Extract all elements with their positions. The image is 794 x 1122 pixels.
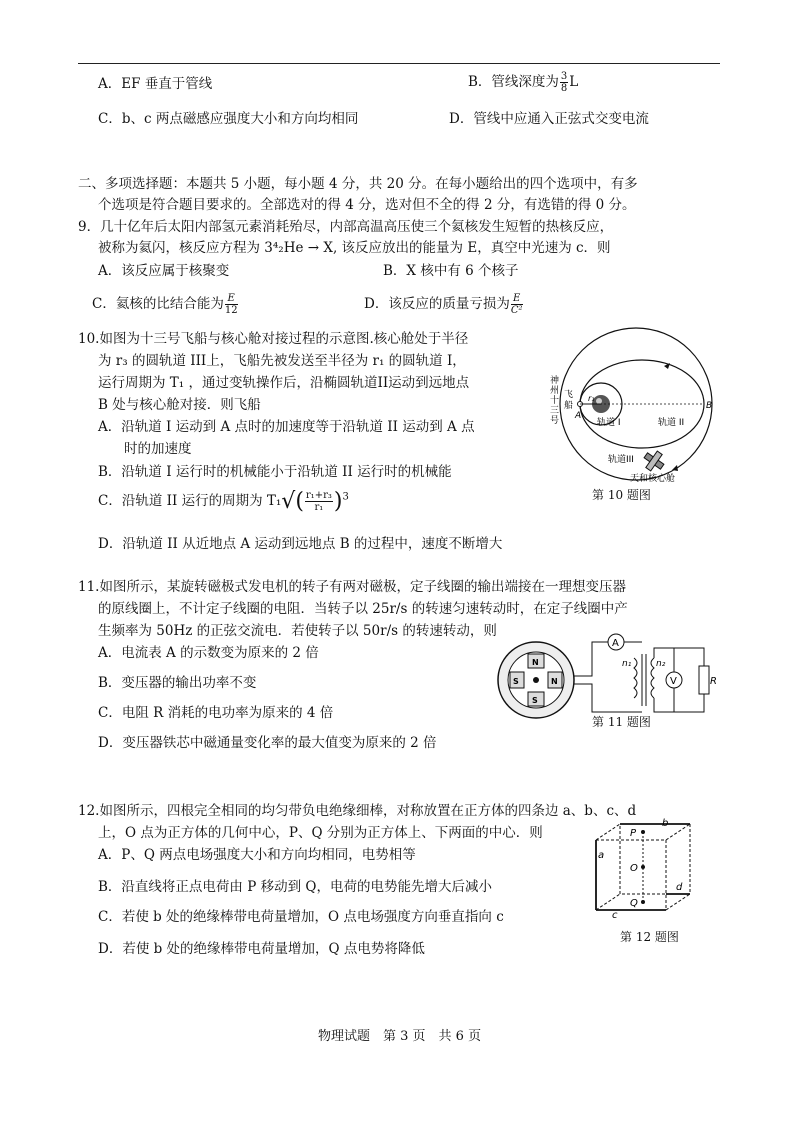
- q9-option-c: C．氦核的比结合能为 $\frac{E}{12}$: [92, 293, 238, 316]
- q10-stem-line3: 运行周期为 T₁ ，通过变轨操作后，沿椭圆轨道II运动到远地点: [98, 375, 470, 391]
- point-o-marker: [641, 865, 645, 869]
- q9-stem-line1: 9．几十亿年后太阳内部氢元素消耗殆尽，内部高温高压使三个氦核发生短暂的热核反应，: [78, 219, 614, 235]
- orbit3-direction-arrow-icon: [672, 465, 678, 471]
- q8-option-c: C．b、c 两点磁感应强度大小和方向均相同: [98, 111, 359, 127]
- q10-stem-line4: B 处与核心舱对接．则飞船: [98, 397, 261, 413]
- svg-text:神: 神: [550, 376, 560, 386]
- secondary-coil-icon: [651, 658, 654, 698]
- q11-option-d: D．变压器铁芯中磁通量变化率的最大值变为原来的 2 倍: [98, 735, 437, 751]
- q10-figure-caption: 第 10 题图: [592, 488, 651, 502]
- q10-option-b: B．沿轨道 I 运行时的机械能小于沿轨道 II 运行时的机械能: [98, 464, 452, 480]
- q9-option-b: B．X 核中有 6 个核子: [383, 263, 519, 279]
- q9-stem-line2: 被称为氦闪，核反应方程为 3⁴₂He → X, 该反应放出的能量为 E，真空中光速为 c．则: [98, 240, 611, 256]
- q11-option-c: C．电阻 R 消耗的电功率为原来的 4 倍: [98, 705, 334, 721]
- svg-text:天和核心舱: 天和核心舱: [630, 474, 676, 484]
- section-header-line2: 个选项是符合题目要求的。全部选对的得 4 分，选对但不全的得 2 分，有选错的得 0 分。: [98, 197, 636, 213]
- resistor-icon: [699, 666, 709, 694]
- svg-text:n₁: n₁: [622, 659, 632, 669]
- q8-option-a: A．EF 垂直于管线: [98, 76, 213, 92]
- q8-option-d: D．管线中应通入正弦式交变电流: [449, 111, 649, 127]
- q12-cube-figure: [590, 818, 700, 921]
- q9-option-a: A．该反应属于核聚变: [98, 263, 230, 279]
- svg-text:轨道 I: 轨道 I: [597, 418, 621, 428]
- q11-stem-line3: 生频率为 50Hz 的正弦交流电．若使转子以 50r/s 的转速转动，则: [98, 623, 497, 639]
- q10-stem-line1: 10.如图为十三号飞船与核心舱对接过程的示意图.核心舱处于半径: [78, 331, 469, 347]
- svg-text:c: c: [612, 910, 618, 921]
- svg-text:船: 船: [564, 401, 574, 411]
- q10-option-a-line1: A．沿轨道 I 运动到 A 点时的加速度等于沿轨道 II 运动到 A 点: [98, 419, 475, 435]
- svg-text:三: 三: [550, 406, 560, 416]
- q10-option-a-line2: 时的加速度: [124, 441, 192, 457]
- q12-stem-line2: 上，O 点为正方体的几何中心，P、Q 分别为正方体上、下两面的中心．则: [98, 825, 543, 841]
- q12-figure-caption: 第 12 题图: [620, 930, 679, 944]
- svg-text:S: S: [532, 696, 538, 705]
- svg-text:r₁: r₁: [588, 394, 595, 403]
- q10-option-d: D．沿轨道 II 从近地点 A 运动到远地点 B 的过程中，速度不断增大: [98, 536, 503, 552]
- q12-option-b: B．沿直线将正点电荷由 P 移动到 Q，电荷的电势能先增大后减小: [98, 879, 492, 895]
- q12-option-a: A．P、Q 两点电场强度大小和方向均相同，电势相等: [98, 847, 416, 863]
- svg-text:O: O: [630, 863, 638, 874]
- svg-text:R: R: [710, 676, 717, 687]
- top-rule: [78, 63, 720, 64]
- svg-text:轨道 II: 轨道 II: [658, 418, 685, 428]
- q12-option-c: C．若使 b 处的绝缘棒带电荷量增加，O 点电场强度方向垂直指向 c: [98, 909, 504, 925]
- svg-text:P: P: [630, 828, 637, 839]
- q10-option-c: C．沿轨道 II 运行的周期为 T₁√( $\frac{\text{r₁+r₃}}{\text{r₁}}$ )$^3$: [98, 489, 349, 514]
- page-footer: 物理试题 第 3 页 共 6 页: [318, 1029, 482, 1044]
- primary-coil-icon: [634, 658, 637, 698]
- svg-text:A: A: [612, 638, 619, 649]
- svg-text:州: 州: [550, 386, 560, 396]
- q11-option-a: A．电流表 A 的示数变为原来的 2 倍: [98, 645, 319, 661]
- svg-text:V: V: [670, 676, 677, 687]
- point-q-marker: [641, 900, 645, 904]
- svg-text:十: 十: [550, 396, 560, 406]
- q11-stem-line1: 11.如图所示，某旋转磁极式发电机的转子有两对磁极，定子线圈的输出端接在一理想变压器: [78, 579, 626, 595]
- q8-option-b: B．管线深度为 $\frac{3}{8}$ L: [468, 71, 579, 94]
- q12-stem-line1: 12.如图所示，四根完全相同的均匀带负电绝缘细棒，对称放置在正方体的四条边 a、b、c、d: [78, 803, 637, 819]
- q11-option-b: B．变压器的输出功率不变: [98, 675, 257, 691]
- svg-text:Q: Q: [630, 898, 638, 909]
- svg-text:N: N: [551, 677, 558, 686]
- q10-orbit-figure: [544, 328, 722, 504]
- svg-text:轨道III: 轨道III: [608, 455, 634, 465]
- point-p-marker: [641, 830, 645, 834]
- q8-b-fraction: $\frac{3}{8}$: [560, 71, 568, 94]
- svg-text:A: A: [575, 411, 582, 421]
- q12-option-d: D．若使 b 处的绝缘棒带电荷量增加，Q 点电势将降低: [98, 941, 425, 957]
- rotor-axis-icon: [533, 677, 539, 683]
- section-header-line1: 二、多项选择题：本题共 5 小题，每小题 4 分，共 20 分。在每小题给出的四个选项中，有多: [78, 176, 638, 192]
- svg-text:飞: 飞: [564, 390, 574, 400]
- q11-stem-line2: 的原线圈上，不计定子线圈的电阻．当转子以 25r/s 的转速匀速转动时，在定子线圈中产: [98, 601, 628, 617]
- svg-text:b: b: [662, 818, 669, 829]
- svg-text:号: 号: [550, 416, 560, 426]
- q11-figure-caption: 第 11 题图: [592, 715, 651, 729]
- svg-text:S: S: [513, 677, 519, 686]
- svg-text:n₂: n₂: [656, 659, 666, 669]
- svg-text:B: B: [706, 401, 713, 411]
- q9-option-d: D．该反应的质量亏损为 $\frac{E}{\text{C²}}$: [364, 293, 523, 316]
- svg-text:a: a: [598, 850, 605, 861]
- svg-text:d: d: [676, 882, 683, 893]
- svg-text:N: N: [532, 658, 539, 667]
- core-module-icon: [640, 447, 668, 475]
- q10-stem-line2: 为 r₃ 的圆轨道 III上，飞船先被发送至半径为 r₁ 的圆轨道 I，: [98, 353, 466, 369]
